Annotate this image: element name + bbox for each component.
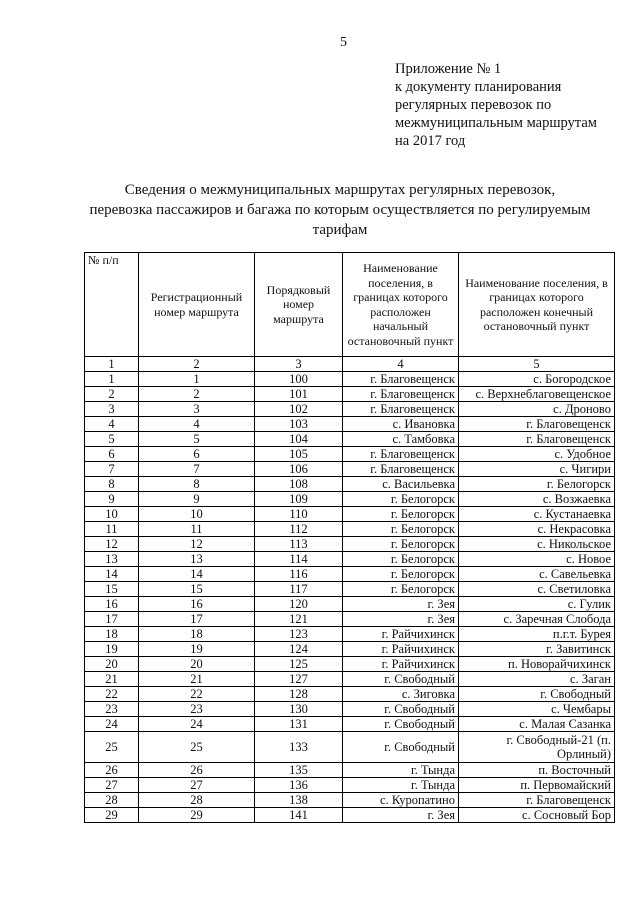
cell-order-number: 103 [255, 417, 343, 432]
cell-start-settlement: г. Свободный [343, 732, 459, 763]
cell-row-number: 17 [85, 612, 139, 627]
cell-registration-number: 8 [139, 477, 255, 492]
cell-start-settlement: г. Благовещенск [343, 372, 459, 387]
column-index: 4 [343, 357, 459, 372]
cell-order-number: 104 [255, 432, 343, 447]
cell-start-settlement: с. Куропатино [343, 793, 459, 808]
document-title [60, 180, 620, 240]
cell-row-number: 18 [85, 627, 139, 642]
cell-row-number: 14 [85, 567, 139, 582]
table-row [85, 447, 615, 462]
cell-row-number: 12 [85, 537, 139, 552]
cell-end-settlement: с. Удобное [459, 447, 615, 462]
cell-end-settlement: с. Гулик [459, 597, 615, 612]
cell-row-number: 15 [85, 582, 139, 597]
appendix-line-3: регулярных перевозок по [395, 97, 552, 113]
cell-row-number: 19 [85, 642, 139, 657]
cell-end-settlement: с. Малая Сазанка [459, 717, 615, 732]
table-row [85, 552, 615, 567]
cell-registration-number: 3 [139, 402, 255, 417]
cell-order-number: 121 [255, 612, 343, 627]
cell-row-number: 10 [85, 507, 139, 522]
cell-end-settlement: с. Кустанаевка [459, 507, 615, 522]
cell-end-settlement: с. Чигири [459, 462, 615, 477]
cell-end-settlement: п.г.т. Бурея [459, 627, 615, 642]
cell-order-number: 116 [255, 567, 343, 582]
table-row [85, 687, 615, 702]
cell-row-number: 27 [85, 778, 139, 793]
cell-start-settlement: г. Тында [343, 763, 459, 778]
cell-start-settlement: г. Зея [343, 612, 459, 627]
cell-order-number: 117 [255, 582, 343, 597]
table-row [85, 432, 615, 447]
cell-row-number: 20 [85, 657, 139, 672]
header-no: № п/п [85, 253, 139, 357]
cell-row-number: 3 [85, 402, 139, 417]
cell-row-number: 13 [85, 552, 139, 567]
header-registration-number: Регистрационный номер маршрута [139, 253, 255, 357]
cell-registration-number: 5 [139, 432, 255, 447]
cell-order-number: 124 [255, 642, 343, 657]
cell-start-settlement: г. Белогорск [343, 492, 459, 507]
table-body [85, 372, 615, 823]
cell-registration-number: 18 [139, 627, 255, 642]
cell-order-number: 109 [255, 492, 343, 507]
cell-end-settlement: с. Сосновый Бор [459, 808, 615, 823]
cell-end-settlement: с. Новое [459, 552, 615, 567]
cell-start-settlement: г. Зея [343, 597, 459, 612]
appendix-line-4: межмуниципальным маршрутам [395, 115, 597, 131]
cell-end-settlement: с. Чембары [459, 702, 615, 717]
column-index: 2 [139, 357, 255, 372]
cell-registration-number: 20 [139, 657, 255, 672]
table-row [85, 372, 615, 387]
table-header-row [85, 253, 615, 357]
cell-row-number: 16 [85, 597, 139, 612]
cell-end-settlement: с. Некрасовка [459, 522, 615, 537]
appendix-line-1: Приложение № 1 [395, 61, 502, 77]
cell-end-settlement: с. Богородское [459, 372, 615, 387]
table-row [85, 763, 615, 778]
table-row [85, 417, 615, 432]
table-row [85, 672, 615, 687]
cell-row-number: 24 [85, 717, 139, 732]
appendix-block [395, 60, 630, 150]
title-line-1: Сведения о межмуниципальных маршрутах регулярных перевозок, [124, 182, 556, 198]
cell-start-settlement: г. Свободный [343, 717, 459, 732]
table-row [85, 627, 615, 642]
cell-order-number: 100 [255, 372, 343, 387]
cell-end-settlement: г. Свободный [459, 687, 615, 702]
cell-end-settlement: с. Савельевка [459, 567, 615, 582]
cell-registration-number: 19 [139, 642, 255, 657]
cell-start-settlement: г. Белогорск [343, 567, 459, 582]
cell-registration-number: 26 [139, 763, 255, 778]
table-row [85, 702, 615, 717]
table-row [85, 582, 615, 597]
cell-registration-number: 9 [139, 492, 255, 507]
cell-end-settlement: с. Никольское [459, 537, 615, 552]
table-row [85, 612, 615, 627]
cell-end-settlement: п. Первомайский [459, 778, 615, 793]
table-row [85, 642, 615, 657]
table-row [85, 808, 615, 823]
cell-order-number: 141 [255, 808, 343, 823]
table-row [85, 522, 615, 537]
cell-start-settlement: г. Райчихинск [343, 627, 459, 642]
table-row [85, 778, 615, 793]
column-index-row [85, 357, 615, 372]
cell-registration-number: 2 [139, 387, 255, 402]
cell-registration-number: 27 [139, 778, 255, 793]
cell-end-settlement: с. Светиловка [459, 582, 615, 597]
cell-registration-number: 7 [139, 462, 255, 477]
cell-registration-number: 29 [139, 808, 255, 823]
cell-registration-number: 4 [139, 417, 255, 432]
cell-end-settlement: г. Свободный-21 (п. Орлиный) [459, 732, 615, 763]
page-number: 5 [340, 35, 347, 50]
cell-start-settlement: г. Благовещенск [343, 402, 459, 417]
cell-row-number: 23 [85, 702, 139, 717]
cell-row-number: 28 [85, 793, 139, 808]
cell-order-number: 105 [255, 447, 343, 462]
cell-end-settlement: с. Заречная Слобода [459, 612, 615, 627]
routes-table [84, 252, 615, 823]
cell-row-number: 26 [85, 763, 139, 778]
cell-registration-number: 24 [139, 717, 255, 732]
cell-start-settlement: г. Белогорск [343, 552, 459, 567]
cell-start-settlement: с. Зиговка [343, 687, 459, 702]
cell-end-settlement: с. Заган [459, 672, 615, 687]
cell-row-number: 7 [85, 462, 139, 477]
cell-end-settlement: г. Завитинск [459, 642, 615, 657]
cell-order-number: 112 [255, 522, 343, 537]
table-row [85, 462, 615, 477]
column-index: 5 [459, 357, 615, 372]
cell-order-number: 108 [255, 477, 343, 492]
appendix-line-2: к документу планирования [395, 79, 562, 95]
cell-order-number: 110 [255, 507, 343, 522]
cell-start-settlement: с. Тамбовка [343, 432, 459, 447]
cell-end-settlement: п. Восточный [459, 763, 615, 778]
cell-end-settlement: г. Благовещенск [459, 417, 615, 432]
cell-start-settlement: г. Райчихинск [343, 642, 459, 657]
cell-start-settlement: г. Зея [343, 808, 459, 823]
cell-row-number: 25 [85, 732, 139, 763]
cell-registration-number: 22 [139, 687, 255, 702]
table-row [85, 492, 615, 507]
cell-row-number: 1 [85, 372, 139, 387]
cell-row-number: 9 [85, 492, 139, 507]
cell-registration-number: 6 [139, 447, 255, 462]
table-row [85, 537, 615, 552]
cell-order-number: 101 [255, 387, 343, 402]
appendix-line-5: на 2017 год [395, 133, 466, 149]
cell-registration-number: 1 [139, 372, 255, 387]
table-row [85, 657, 615, 672]
cell-end-settlement: п. Новорайчихинск [459, 657, 615, 672]
cell-order-number: 102 [255, 402, 343, 417]
cell-registration-number: 14 [139, 567, 255, 582]
cell-order-number: 125 [255, 657, 343, 672]
cell-registration-number: 25 [139, 732, 255, 763]
cell-start-settlement: с. Ивановка [343, 417, 459, 432]
cell-order-number: 113 [255, 537, 343, 552]
cell-order-number: 135 [255, 763, 343, 778]
cell-start-settlement: г. Тында [343, 778, 459, 793]
table-row [85, 732, 615, 763]
cell-end-settlement: с. Верхнеблаговещенское [459, 387, 615, 402]
cell-order-number: 127 [255, 672, 343, 687]
cell-registration-number: 13 [139, 552, 255, 567]
cell-order-number: 123 [255, 627, 343, 642]
cell-row-number: 5 [85, 432, 139, 447]
cell-start-settlement: г. Белогорск [343, 522, 459, 537]
cell-registration-number: 17 [139, 612, 255, 627]
table-row [85, 793, 615, 808]
table-row [85, 387, 615, 402]
cell-order-number: 133 [255, 732, 343, 763]
title-line-2: перевозка пассажиров и багажа по которым осуществляется по регулируемым [89, 202, 591, 218]
header-start-settlement: Наименование поселения, в границах которого расположен начальный остановочный пункт [343, 253, 459, 357]
cell-registration-number: 16 [139, 597, 255, 612]
cell-start-settlement: г. Райчихинск [343, 657, 459, 672]
cell-row-number: 8 [85, 477, 139, 492]
cell-order-number: 106 [255, 462, 343, 477]
cell-registration-number: 23 [139, 702, 255, 717]
cell-row-number: 29 [85, 808, 139, 823]
title-line-3: тарифам [312, 222, 368, 238]
cell-start-settlement: г. Благовещенск [343, 462, 459, 477]
cell-registration-number: 15 [139, 582, 255, 597]
cell-end-settlement: с. Дроново [459, 402, 615, 417]
cell-start-settlement: г. Свободный [343, 672, 459, 687]
table-row [85, 402, 615, 417]
cell-start-settlement: г. Благовещенск [343, 387, 459, 402]
cell-start-settlement: с. Васильевка [343, 477, 459, 492]
column-index: 1 [85, 357, 139, 372]
table-row [85, 597, 615, 612]
header-order-number: Порядковый номер маршрута [255, 253, 343, 357]
cell-registration-number: 11 [139, 522, 255, 537]
cell-row-number: 11 [85, 522, 139, 537]
cell-order-number: 120 [255, 597, 343, 612]
cell-end-settlement: г. Благовещенск [459, 432, 615, 447]
cell-registration-number: 10 [139, 507, 255, 522]
cell-registration-number: 28 [139, 793, 255, 808]
cell-registration-number: 12 [139, 537, 255, 552]
cell-row-number: 2 [85, 387, 139, 402]
cell-row-number: 21 [85, 672, 139, 687]
cell-order-number: 114 [255, 552, 343, 567]
cell-end-settlement: г. Белогорск [459, 477, 615, 492]
cell-end-settlement: с. Возжаевка [459, 492, 615, 507]
table-row [85, 717, 615, 732]
cell-start-settlement: г. Белогорск [343, 537, 459, 552]
cell-start-settlement: г. Белогорск [343, 507, 459, 522]
cell-start-settlement: г. Свободный [343, 702, 459, 717]
table-row [85, 507, 615, 522]
cell-row-number: 6 [85, 447, 139, 462]
cell-order-number: 131 [255, 717, 343, 732]
table-row [85, 477, 615, 492]
cell-start-settlement: г. Белогорск [343, 582, 459, 597]
cell-order-number: 138 [255, 793, 343, 808]
cell-row-number: 22 [85, 687, 139, 702]
cell-registration-number: 21 [139, 672, 255, 687]
cell-order-number: 130 [255, 702, 343, 717]
table-row [85, 567, 615, 582]
cell-row-number: 4 [85, 417, 139, 432]
cell-end-settlement: г. Благовещенск [459, 793, 615, 808]
column-index: 3 [255, 357, 343, 372]
cell-order-number: 128 [255, 687, 343, 702]
header-end-settlement: Наименование поселения, в границах которого расположен конечный остановочный пункт [459, 253, 615, 357]
cell-start-settlement: г. Благовещенск [343, 447, 459, 462]
cell-order-number: 136 [255, 778, 343, 793]
